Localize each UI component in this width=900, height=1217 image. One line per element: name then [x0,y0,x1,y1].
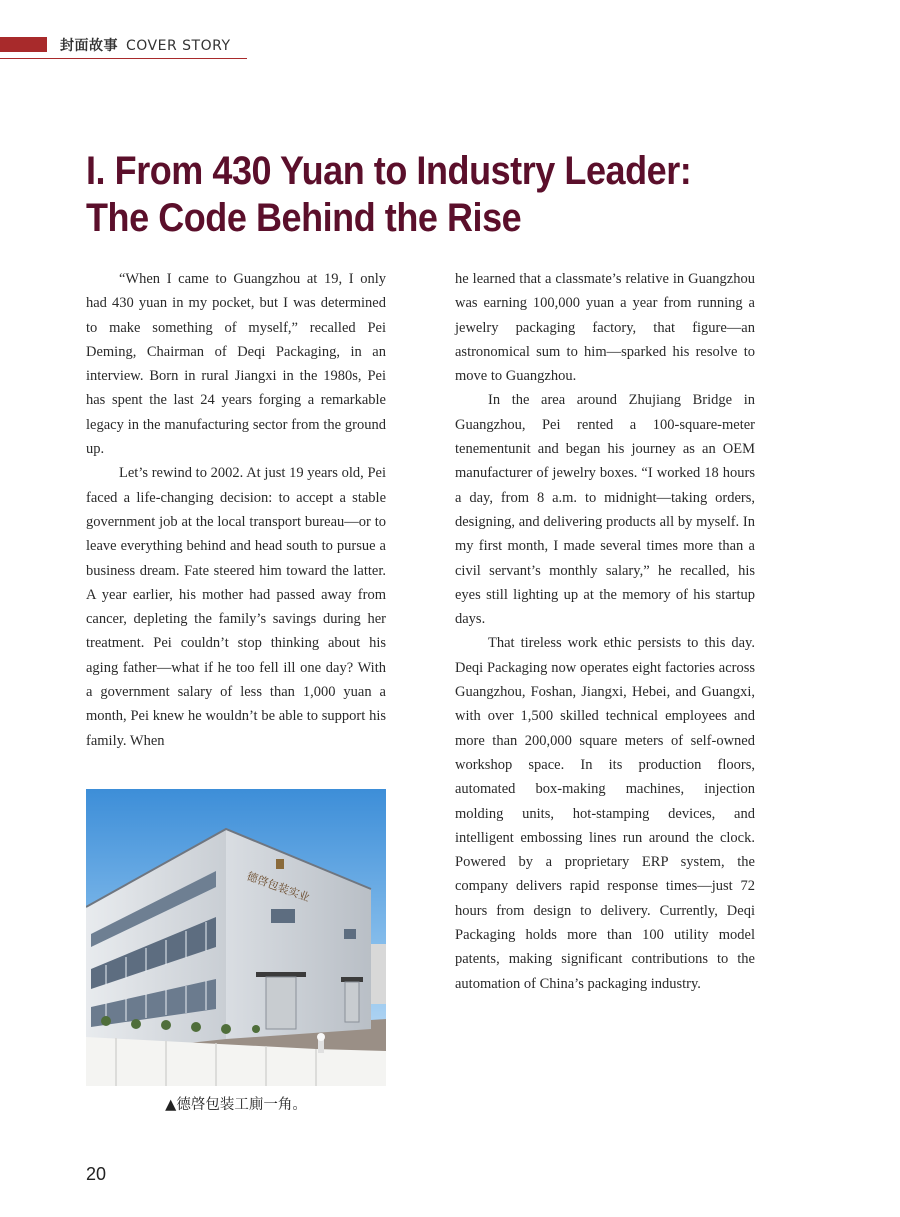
body-paragraph: Let’s rewind to 2002. At just 19 years old, Pei faced a life-changing decision: to accept a stable government job at the local transport bureau—or to leave everything behind and head south to pursue a business dream. Fate steered him toward the latter. A year earlier, his mother had passed away from cancer, depleting the family’s savings during her treatment. Pei couldn’t stop thinking about his aging father—what if he too fell ill one day? With a government salary of less than 1,000 yuan a month, Pei knew he wouldn’t be able to support his family. When [86,465,386,749]
section-label [60,35,231,55]
body-paragraph: That tireless work ethic persists to this day. Deqi Packaging now operates eight factories across Guangzhou, Foshan, Jiangxi, Hebei, and Guangxi, with over 1,500 skilled technical employees and more than 200,000 square meters of self-owned workshop space. In its production floors, automated box-making machines, injection molding units, hot-stamping devices, and intelligent embossing lines run around the clock. Powered by a proprietary ERP system, the company delivers rapid response times—just 72 hours from design to delivery. Currently, Deqi Packaging holds more than 100 utility model patents, making significant contributions to the automation of China’s packaging industry. [455,635,755,992]
right-column [455,267,755,996]
left-column [86,267,386,753]
article-title-line1: I. From 430 Yuan to Industry Leader: [86,149,692,193]
section-label-en: COVER STORY [126,38,231,54]
article-title-line2: The Code Behind the Rise [86,196,522,240]
article-title [86,148,734,242]
body-paragraph: he learned that a classmate’s relative in Guangzhou was earning 100,000 yuan a year from running a jewelry packaging factory, that figure—an astronomical sum to him—sparked his resolve to move to Guangzhou. [455,271,755,385]
body-paragraph: In the area around Zhujiang Bridge in Guangzhou, Pei rented a 100-square-meter tenementunit and began his journey as an OEM manufacturer of jewelry boxes. “I worked 18 hours a day, from 8 a.m. to midnight—taking orders, designing, and delivering products all by myself. In my first month, I made several times more than a civil servant’s monthly salary,” he recalled, his eyes still lighting up at the memory of his startup days. [455,392,755,628]
factory-photo [86,789,386,1086]
section-label-cn: 封面故事 [60,38,118,54]
section-accent-bar [0,37,47,52]
page-number: 20 [86,1164,107,1184]
body-paragraph: “When I came to Guangzhou at 19, I only had 430 yuan in my pocket, but I was determined to make something of myself,” recalled Pei Deming, Chairman of Deqi Packaging, in an interview. Born in rural Jiangxi in the 1980s, Pei has spent the last 24 years forging a remarkable legacy in the manufacturing sector from the ground up. [86,271,386,458]
photo-caption: ▲德啓包装工廁一角。 [165,1097,307,1113]
factory-sign-text: 德啓包装实业 [244,869,312,905]
section-underline [0,58,247,59]
